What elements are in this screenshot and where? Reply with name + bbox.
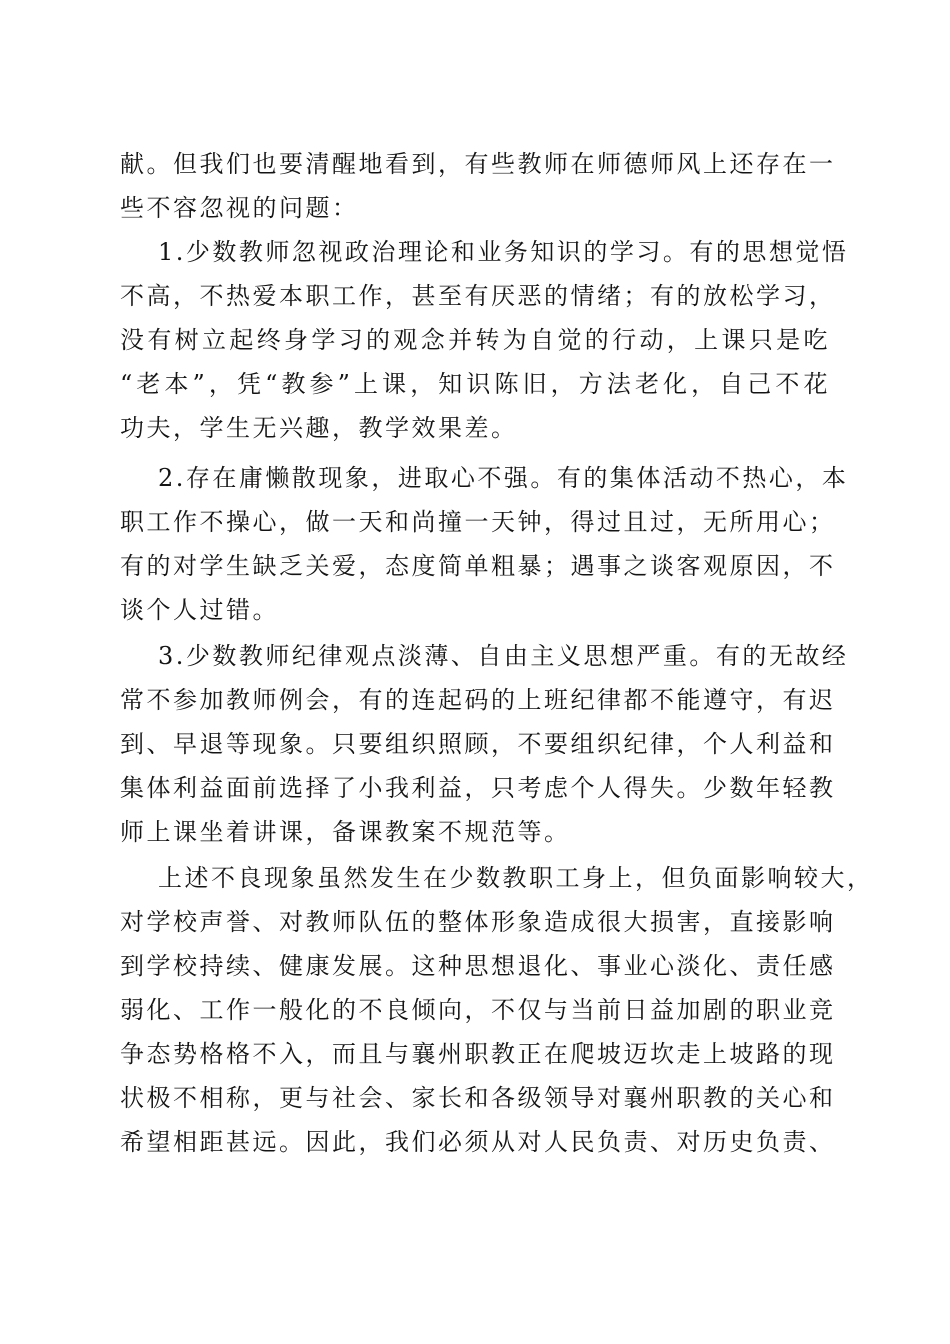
- text-line: 到、早退等现象。只要组织照顾，不要组织纪律，个人利益和: [120, 730, 836, 758]
- text-line: “老本”，凭“教参”上课，知识陈旧，方法老化，自己不花: [120, 370, 830, 398]
- text-line: 功夫，学生无兴趣，教学效果差。: [120, 414, 518, 442]
- text-line: 希望相距甚远。因此，我们必须从对人民负责、对历史负责、: [120, 1128, 836, 1156]
- text-line: 常不参加教师例会，有的连起码的上班纪律都不能遵守，有迟: [120, 686, 836, 714]
- text-line: 弱化、工作一般化的不良倾向，不仅与当前日益加剧的职业竞: [120, 996, 836, 1024]
- text-line: 上述不良现象虽然发生在少数教职工身上，但负面影响较大，: [158, 864, 874, 892]
- text-line: 没有树立起终身学习的观念并转为自觉的行动，上课只是吃: [120, 326, 830, 354]
- text-line: 对学校声誉、对教师队伍的整体形象造成很大损害，直接影响: [120, 908, 836, 936]
- text-line: 献。但我们也要清醒地看到，有些教师在师德师风上还存在一: [120, 150, 836, 178]
- text-line: 2.存在庸懒散现象，进取心不强。有的集体活动不热心，本: [158, 464, 849, 492]
- text-line: 师上课坐着讲课，备课教案不规范等。: [120, 818, 571, 846]
- text-line: 谈个人过错。: [120, 596, 279, 624]
- text-line: 争态势格格不入，而且与襄州职教正在爬坡迈坎走上坡路的现: [120, 1040, 836, 1068]
- text-line: 有的对学生缺乏关爱，态度简单粗暴；遇事之谈客观原因，不: [120, 552, 836, 580]
- text-line: 3.少数教师纪律观点淡薄、自由主义思想严重。有的无故经: [158, 642, 849, 670]
- text-line: 职工作不操心，做一天和尚撞一天钟，得过且过，无所用心；: [120, 508, 836, 536]
- text-line: 不高，不热爱本职工作，甚至有厌恶的情绪；有的放松学习，: [120, 282, 836, 310]
- text-line: 些不容忽视的问题：: [120, 194, 359, 222]
- text-line: 1.少数教师忽视政治理论和业务知识的学习。有的思想觉悟: [158, 238, 849, 266]
- text-line: 集体利益面前选择了小我利益，只考虑个人得失。少数年轻教: [120, 774, 836, 802]
- text-line: 状极不相称，更与社会、家长和各级领导对襄州职教的关心和: [120, 1084, 836, 1112]
- text-line: 到学校持续、健康发展。这种思想退化、事业心淡化、责任感: [120, 952, 836, 980]
